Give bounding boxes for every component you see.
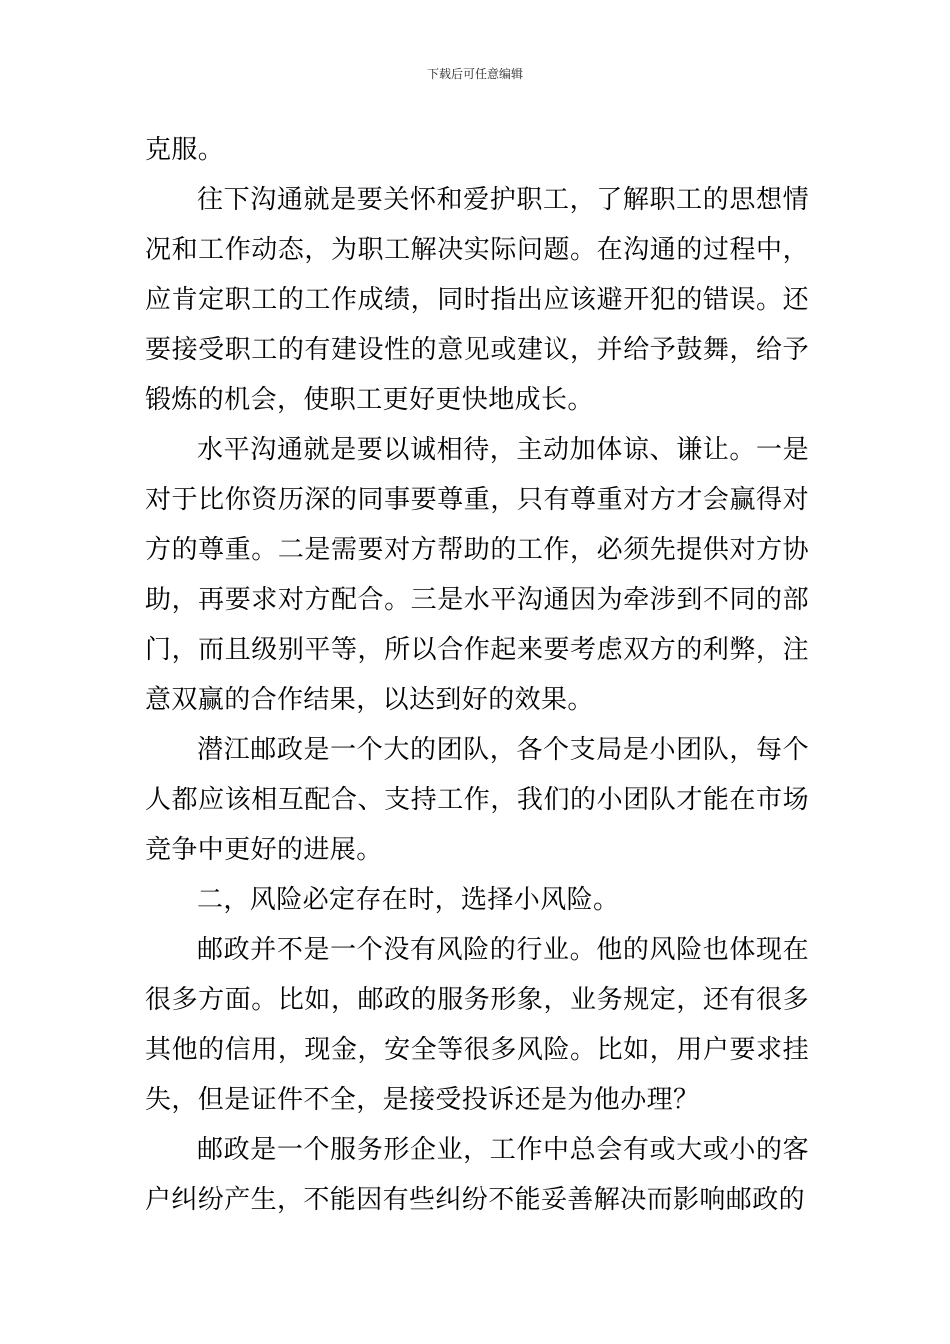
paragraph-team: 潜江邮政是一个大的团队，各个支局是小团队，每个人都应该相互配合、支持工作，我们的小团队才能在市场竞争中更好的进展。	[145, 735, 809, 865]
paragraph-downward-communication: 往下沟通就是要关怀和爱护职工，了解职工的思想情况和工作动态，为职工解决实际问题。在沟通的过程中，应肯定职工的工作成绩，同时指出应该避开犯的错误。还要接受职工的有建设性的意见或建议，并给予鼓舞，给予锻炼的机会，使职工更好更快地成长。	[145, 185, 809, 415]
section-heading-risk: 二，风险必定存在时，选择小风险。	[197, 885, 620, 915]
paragraph-continuation: 克服。	[145, 135, 225, 165]
paragraph-customer-disputes: 邮政是一个服务形企业，工作中总会有或大或小的客户纠纷产生，不能因有些纠纷不能妥善解决而影响邮政的	[145, 1135, 809, 1215]
paragraph-horizontal-communication: 水平沟通就是要以诚相待，主动加体谅、谦让。一是对于比你资历深的同事要尊重，只有尊重对方才会赢得对方的尊重。二是需要对方帮助的工作，必须先提供对方协助，再要求对方配合。三是水平沟通因为牵涉到不同的部门，而且级别平等，所以合作起来要考虑双方的利弊，注意双赢的合作结果，以达到好的效果。	[145, 435, 809, 715]
paragraph-postal-risk: 邮政并不是一个没有风险的行业。他的风险也体现在很多方面。比如，邮政的服务形象，业务规定，还有很多其他的信用，现金，安全等很多风险。比如，用户要求挂失，但是证件不全，是接受投诉还是为他办理？	[145, 935, 809, 1115]
page-header: 下载后可任意编辑	[426, 67, 523, 81]
document-body	[145, 125, 809, 1225]
